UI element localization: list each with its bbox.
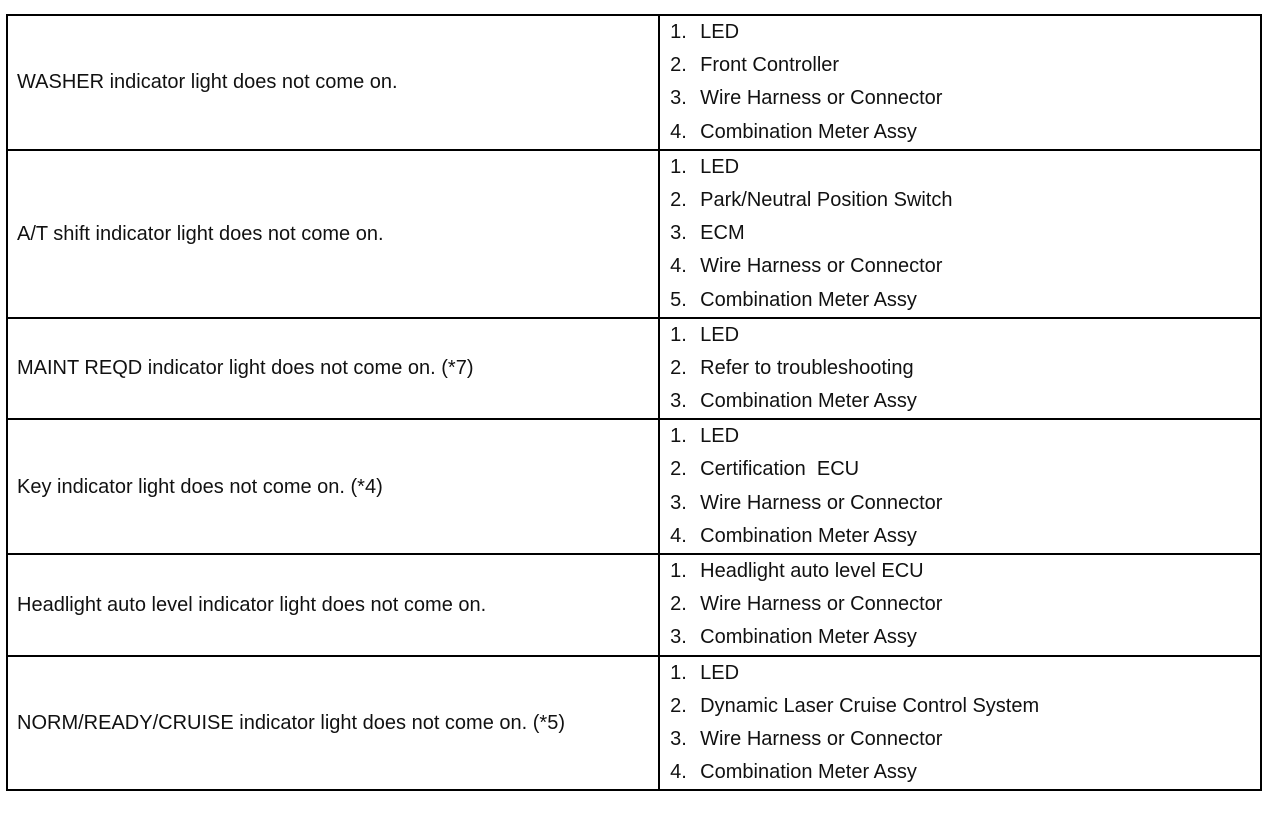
list-item <box>670 116 1260 149</box>
list-item-label: Wire Harness or Connector <box>700 491 943 514</box>
list-item-label: Park/Neutral Position Switch <box>700 188 953 211</box>
list-item-label: Wire Harness or Connector <box>700 87 943 110</box>
symptom-cell <box>7 150 659 318</box>
table-body <box>7 15 1261 790</box>
list-item-label: LED <box>700 323 740 346</box>
list-item-number: 3. <box>670 222 687 245</box>
table-row <box>7 554 1261 656</box>
symptom-text: Headlight auto level indicator light does not come on. <box>17 593 487 616</box>
list-item-label: Dynamic Laser Cruise Control System <box>700 694 1040 717</box>
list-item-number: 1. <box>670 21 687 43</box>
list-item-label: LED <box>700 155 740 178</box>
list-item-label: Refer to troubleshooting <box>700 356 914 379</box>
list-item-number: 3. <box>670 727 687 750</box>
suspected-area-list <box>670 16 1260 149</box>
list-item-number: 1. <box>670 425 687 448</box>
list-item <box>670 588 1260 621</box>
list-item <box>670 690 1260 723</box>
list-item-number: 4. <box>670 120 687 143</box>
suspected-area-cell <box>659 419 1261 554</box>
list-item-label: LED <box>700 21 740 43</box>
list-item-number: 4. <box>670 255 687 278</box>
list-item-number: 4. <box>670 761 687 784</box>
suspected-area-cell <box>659 15 1261 150</box>
table-row <box>7 656 1261 791</box>
list-item <box>670 621 1260 654</box>
list-item-number: 2. <box>670 593 687 616</box>
list-item-label: Front Controller <box>700 54 840 77</box>
suspected-area-list <box>670 555 1260 655</box>
symptom-cell <box>7 554 659 656</box>
list-item-number: 1. <box>670 560 687 582</box>
list-item-number: 1. <box>670 323 687 346</box>
list-item-label: LED <box>700 661 740 684</box>
suspected-area-list <box>670 151 1260 317</box>
list-item <box>670 657 1260 690</box>
suspected-area-list <box>670 420 1260 553</box>
symptom-text: Key indicator light does not come on. (*4) <box>17 475 383 498</box>
list-item-number: 4. <box>670 524 687 547</box>
list-item-number: 2. <box>670 356 687 379</box>
symptom-text: WASHER indicator light does not come on. <box>17 71 398 94</box>
list-item-label: Wire Harness or Connector <box>700 593 943 616</box>
list-item <box>670 420 1260 453</box>
list-item-number: 1. <box>670 661 687 684</box>
list-item <box>670 49 1260 82</box>
list-item-label: Wire Harness or Connector <box>700 255 943 278</box>
suspected-area-list <box>670 657 1260 790</box>
list-item <box>670 385 1260 418</box>
suspected-area-cell <box>659 318 1261 420</box>
list-item-number: 2. <box>670 188 687 211</box>
troubleshooting-table <box>6 14 1262 791</box>
list-item <box>670 284 1260 317</box>
list-item-number: 2. <box>670 458 687 481</box>
list-item-label: Wire Harness or Connector <box>700 727 943 750</box>
list-item <box>670 453 1260 486</box>
symptom-text: A/T shift indicator light does not come on. <box>17 222 384 245</box>
suspected-area-list <box>670 319 1260 419</box>
list-item-label: Combination Meter Assy <box>700 524 917 547</box>
suspected-area-cell <box>659 554 1261 656</box>
list-item-label: Combination Meter Assy <box>700 390 917 413</box>
list-item-label: ECM <box>700 222 745 245</box>
symptom-cell <box>7 15 659 150</box>
symptom-cell <box>7 318 659 420</box>
list-item-label: Combination Meter Assy <box>700 288 917 311</box>
list-item-number: 1. <box>670 155 687 178</box>
list-item-label: Headlight auto level ECU <box>700 560 924 582</box>
list-item <box>670 184 1260 217</box>
list-item <box>670 756 1260 789</box>
suspected-area-cell <box>659 656 1261 791</box>
list-item-label: Combination Meter Assy <box>700 120 917 143</box>
list-item-label: Combination Meter Assy <box>700 761 917 784</box>
list-item <box>670 487 1260 520</box>
list-item-label: Certification ECU <box>700 458 860 481</box>
table-row <box>7 150 1261 318</box>
list-item <box>670 16 1260 49</box>
table-row <box>7 419 1261 554</box>
list-item <box>670 250 1260 283</box>
list-item-number: 3. <box>670 87 687 110</box>
symptom-cell <box>7 419 659 554</box>
list-item-number: 3. <box>670 626 687 649</box>
list-item <box>670 217 1260 250</box>
list-item <box>670 319 1260 352</box>
list-item <box>670 352 1260 385</box>
table-row <box>7 318 1261 420</box>
list-item <box>670 555 1260 588</box>
table-row <box>7 15 1261 150</box>
list-item-label: Combination Meter Assy <box>700 626 917 649</box>
list-item <box>670 520 1260 553</box>
list-item <box>670 82 1260 115</box>
list-item-number: 3. <box>670 390 687 413</box>
symptom-cell <box>7 656 659 791</box>
list-item-number: 5. <box>670 288 687 311</box>
suspected-area-cell <box>659 150 1261 318</box>
list-item-label: LED <box>700 425 740 448</box>
list-item-number: 2. <box>670 54 687 77</box>
list-item-number: 3. <box>670 491 687 514</box>
list-item <box>670 151 1260 184</box>
list-item <box>670 723 1260 756</box>
list-item-number: 2. <box>670 694 687 717</box>
symptom-text: MAINT REQD indicator light does not come on. (*7) <box>17 357 474 380</box>
symptom-text: NORM/READY/CRUISE indicator light does not come on. (*5) <box>17 711 565 734</box>
